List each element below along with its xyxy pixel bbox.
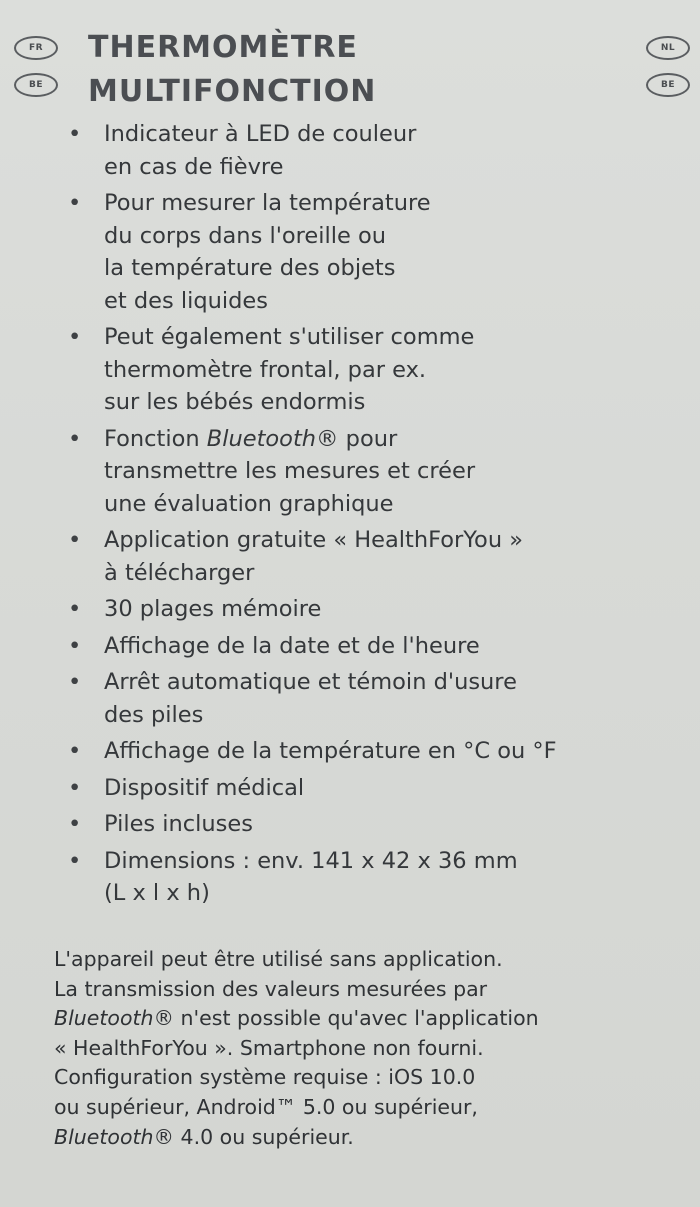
feature-item-line: transmettre les mesures et créer [104,458,476,484]
feature-item [60,321,680,419]
feature-item-line: • Application gratuite « HealthForYou » [104,527,523,553]
feature-item [60,735,680,768]
feature-item [60,118,680,183]
usage-note-line: L'appareil peut être utilisé sans application. [54,947,503,971]
feature-item [60,845,680,910]
product-title-line-2: MULTIFONCTION [88,74,377,109]
feature-item-line: du corps dans l'oreille ou [104,222,387,249]
feature-item-line: • Affichage de la température en °C ou °F [104,738,557,764]
feature-item [60,423,680,521]
feature-item [60,593,680,626]
feature-item [60,630,680,663]
feature-item-line: • Arrêt automatique et témoin d'usure [104,669,517,695]
usage-note-line: ou supérieur, Android™ 5.0 ou supérieur, [54,1094,478,1119]
feature-item-line: • Dispositif médical [104,774,305,801]
feature-item-line: à télécharger [104,559,255,586]
usage-note-line: La transmission des valeurs mesurées par [54,976,488,1001]
feature-item [60,808,680,841]
feature-item-line: une évaluation graphique [104,490,394,517]
feature-item-line: sur les bébés endormis [104,389,366,415]
feature-list [60,118,680,914]
feature-item-line: la température des objets [104,255,396,281]
feature-item-line: • Indicateur à LED de couleur [104,121,417,147]
feature-item [60,524,680,589]
feature-item [60,187,680,317]
feature-item-line: thermomètre frontal, par ex. [104,356,427,383]
feature-item-line: • 30 plages mémoire [104,596,322,622]
country-badge-fr: FR [14,36,58,60]
country-badge-be-left: BE [14,73,58,97]
feature-item-line: en cas de fièvre [104,153,284,180]
usage-note-line: Bluetooth® n'est possible qu'avec l'application [54,1006,539,1031]
feature-item-line: • Fonction Bluetooth® pour [104,425,398,452]
country-badge-be-right: BE [646,73,690,97]
feature-item [60,772,680,805]
usage-note-line: Bluetooth® 4.0 ou supérieur. [54,1124,354,1149]
feature-item-line: • Dimensions : env. 141 x 42 x 36 mm [104,847,518,874]
feature-item-line: (L x l x h) [104,880,210,906]
country-badge-nl: NL [646,36,690,60]
usage-note [54,945,684,1152]
feature-item-line: • Peut également s'utiliser comme [104,324,475,350]
feature-item [60,666,680,731]
product-title-line-1: THERMOMÈTRE [88,30,358,65]
feature-item-line: • Pour mesurer la température [104,190,431,216]
usage-note-line: Configuration système requise : iOS 10.0 [54,1065,476,1090]
usage-note-line: « HealthForYou ». Smartphone non fourni. [54,1035,484,1060]
feature-item-line: et des liquides [104,287,268,314]
feature-item-line: • Affichage de la date et de l'heure [104,632,480,659]
feature-item-line: • Piles incluses [104,811,253,837]
feature-item-line: des piles [104,701,204,728]
